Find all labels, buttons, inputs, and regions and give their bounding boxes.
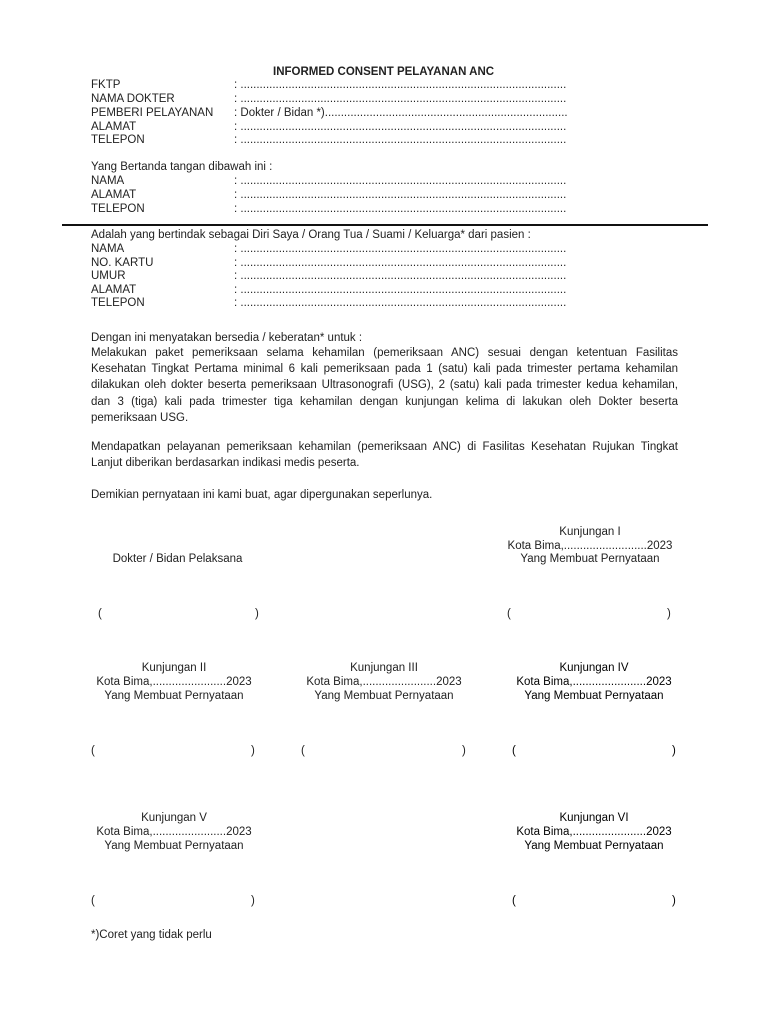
visit-1-place-date: Kota Bima,..........................2023 [507, 540, 673, 552]
field-value-nama-penanda: : ...................................................................................................... [234, 175, 567, 187]
field-label-nama-pasien: NAMA [91, 243, 125, 255]
visit-3-place-date: Kota Bima,.......................2023 [306, 676, 462, 688]
visit-4-place-date: Kota Bima,.......................2023 [516, 676, 672, 688]
visit-4-label: Kunjungan IV [559, 662, 629, 674]
field-value-pemberi-pelayanan: : Dokter / Bidan *)............................................................................ [234, 107, 568, 119]
field-label-alamat-pasien: ALAMAT [91, 284, 137, 296]
visit-6-label: Kunjungan VI [559, 812, 629, 824]
visit-6-close-paren: ) [672, 895, 676, 907]
field-value-telepon-penanda: : ...................................................................................................... [234, 203, 567, 215]
field-value-telepon-faskes: : ...................................................................................................... [234, 134, 567, 146]
field-label-fktp: FKTP [91, 79, 121, 91]
visit-5-close-paren: ) [251, 895, 255, 907]
statement-paragraph-1: Melakukan paket pemeriksaan selama kehamilan (pemeriksaan ANC) sesuai dengan ketentuan Fasilitas Kesehatan Tingkat Pertama minimal 6 kali pemeriksaan pada 1 (satu) kali pada trimester pertama kehamilan dilakukan oleh dokter beserta pemeriksaan Ultrasonografi (USG), 2 (satu) kali pada trimester kedua kehamilan, dan 3 (tiga) kali pada trimester tiga kehamilan dengan kunjungan kelima di lakukan oleh Dokter beserta pemeriksaan USG. [91, 347, 678, 424]
field-label-umur: UMUR [91, 270, 126, 282]
field-label-telepon-faskes: TELEPON [91, 134, 145, 146]
field-label-telepon-penanda: TELEPON [91, 203, 145, 215]
field-value-fktp: : ...................................................................................................... [234, 79, 567, 91]
footnote: *)Coret yang tidak perlu [91, 929, 212, 941]
visit-1-close-paren: ) [667, 608, 671, 620]
field-value-alamat-pasien: : ...................................................................................................... [234, 284, 567, 296]
closing-statement: Demikian pernyataan ini kami buat, agar dipergunakan seperlunya. [91, 489, 433, 501]
visit-1-open-paren: ( [507, 608, 511, 620]
statement-paragraph-2: Mendapatkan pelayanan pemeriksaan kehamilan (pemeriksaan ANC) di Fasilitas Kesehatan Rujukan Tingkat Lanjut diberikan berdasarkan indikasi medis peserta. [91, 441, 678, 470]
field-value-umur: : ...................................................................................................... [234, 270, 567, 282]
visit-5-place-date: Kota Bima,.......................2023 [96, 826, 252, 838]
doctor-signature-open-paren: ( [98, 608, 102, 620]
statement-intro: Dengan ini menyatakan bersedia / keberatan* untuk : [91, 332, 363, 344]
doctor-signature-close-paren: ) [255, 608, 259, 620]
document-title: INFORMED CONSENT PELAYANAN ANC [273, 66, 495, 78]
field-value-alamat-faskes: : ...................................................................................................... [234, 121, 567, 133]
visit-3-label: Kunjungan III [350, 662, 418, 674]
visit-4-close-paren: ) [672, 745, 676, 757]
visit-3-open-paren: ( [301, 745, 305, 757]
field-label-no-kartu: NO. KARTU [91, 257, 154, 269]
visit-6-open-paren: ( [512, 895, 516, 907]
field-label-alamat-penanda: ALAMAT [91, 189, 137, 201]
visit-5-open-paren: ( [91, 895, 95, 907]
visit-1-label: Kunjungan I [559, 526, 621, 538]
visit-2-signer: Yang Membuat Pernyataan [104, 690, 244, 702]
field-value-alamat-penanda: : ...................................................................................................... [234, 189, 567, 201]
visit-6-signer: Yang Membuat Pernyataan [524, 840, 664, 852]
visit-6-place-date: Kota Bima,.......................2023 [516, 826, 672, 838]
field-label-pemberi-pelayanan: PEMBERI PELAYANAN [91, 107, 214, 119]
divider-line [62, 224, 708, 226]
visit-4-open-paren: ( [512, 745, 516, 757]
patient-intro: Adalah yang bertindak sebagai Diri Saya / Orang Tua / Suami / Keluarga* dari pasien : [91, 229, 531, 241]
visit-5-signer: Yang Membuat Pernyataan [104, 840, 244, 852]
visit-3-close-paren: ) [462, 745, 466, 757]
field-label-nama-dokter: NAMA DOKTER [91, 93, 175, 105]
visit-5-label: Kunjungan V [141, 812, 207, 824]
field-label-telepon-pasien: TELEPON [91, 297, 145, 309]
field-value-nama-pasien: : ...................................................................................................... [234, 243, 567, 255]
doctor-signature-label: Dokter / Bidan Pelaksana [112, 553, 243, 565]
signer-intro: Yang Bertanda tangan dibawah ini : [91, 161, 273, 173]
visit-1-signer: Yang Membuat Pernyataan [520, 553, 660, 565]
field-label-alamat-faskes: ALAMAT [91, 121, 137, 133]
visit-2-open-paren: ( [91, 745, 95, 757]
visit-3-signer: Yang Membuat Pernyataan [314, 690, 454, 702]
field-value-telepon-pasien: : ...................................................................................................... [234, 297, 567, 309]
field-value-no-kartu: : ...................................................................................................... [234, 257, 567, 269]
visit-2-close-paren: ) [251, 745, 255, 757]
visit-2-place-date: Kota Bima,.......................2023 [96, 676, 252, 688]
visit-4-signer: Yang Membuat Pernyataan [524, 690, 664, 702]
field-label-nama-penanda: NAMA [91, 175, 125, 187]
visit-2-label: Kunjungan II [141, 662, 207, 674]
field-value-nama-dokter: : ...................................................................................................... [234, 93, 567, 105]
